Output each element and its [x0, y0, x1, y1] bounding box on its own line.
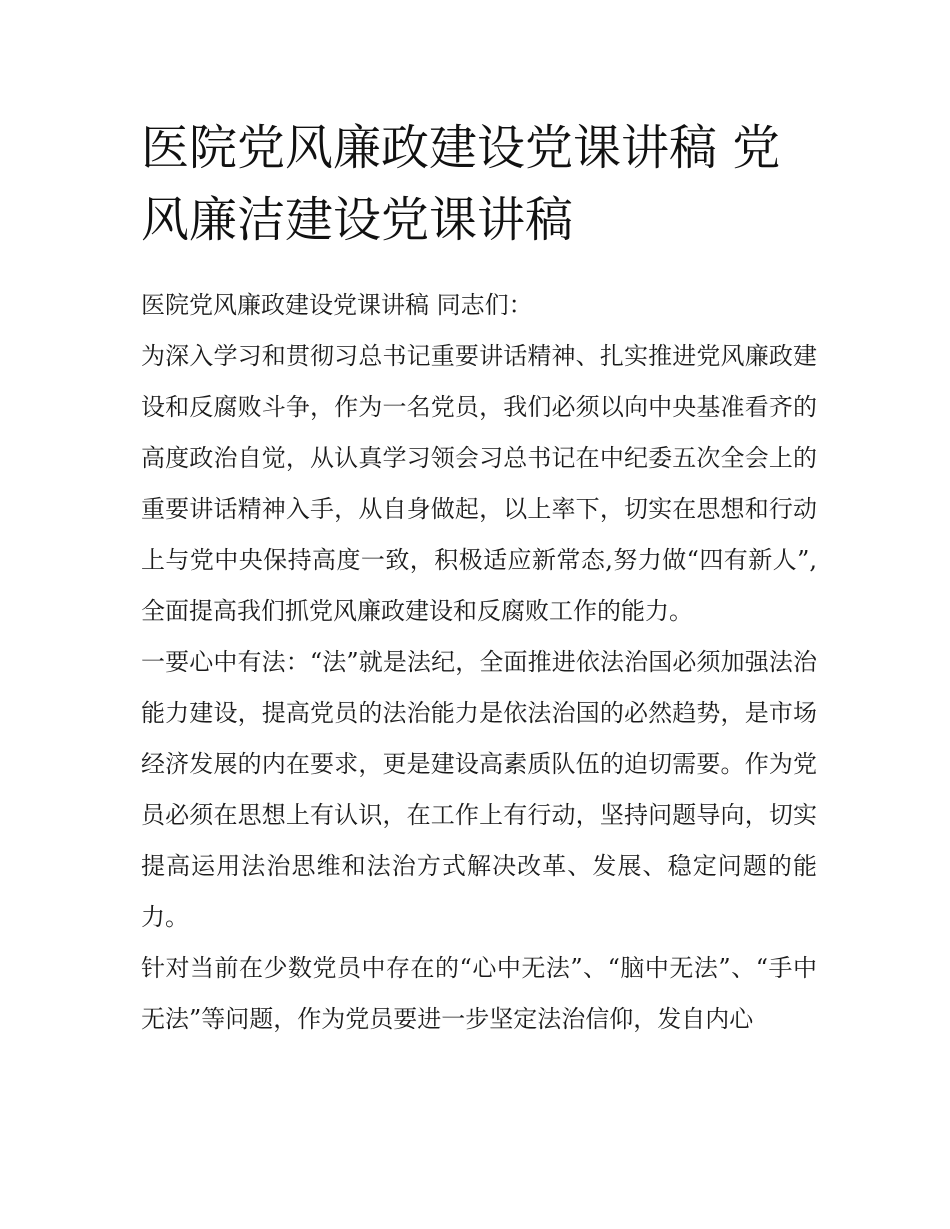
paragraph-greeting: 医院党风廉政建设党课讲稿 同志们：: [141, 291, 533, 319]
document-title: 医院党风廉政建设党课讲稿 党风廉洁建设党课讲稿: [141, 120, 781, 248]
document-body: [141, 280, 817, 1045]
paragraph-problems: 针对当前在少数党员中存在的“心中无法”、“脑中无法”、“手中无法”等问题，作为党员要进一步坚定法治信仰，发自内心: [141, 954, 817, 1033]
paragraph-intro: 为深入学习和贯彻习总书记重要讲话精神、扎实推进党风廉政建设和反腐败斗争，作为一名党员，我们必须以向中央基准看齐的高度政治自觉，从认真学习领会习总书记在中纪委五次全会上的重要讲话精神入手，从自身做起，以上率下，切实在思想和行动上与党中央保持高度一致，积极适应新常态,努力做“四有新人”,全面提高我们抓党风廉政建设和反腐败工作的能力。: [141, 342, 817, 625]
paragraph-point-one: 一要心中有法：“法”就是法纪，全面推进依法治国必须加强法治能力建设，提高党员的法治能力是依法治国的必然趋势，是市场经济发展的内在要求，更是建设高素质队伍的迫切需要。作为党员必须在思想上有认识，在工作上有行动，坚持问题导向，切实提高运用法治思维和法治方式解决改革、发展、稳定问题的能力。: [141, 648, 817, 931]
